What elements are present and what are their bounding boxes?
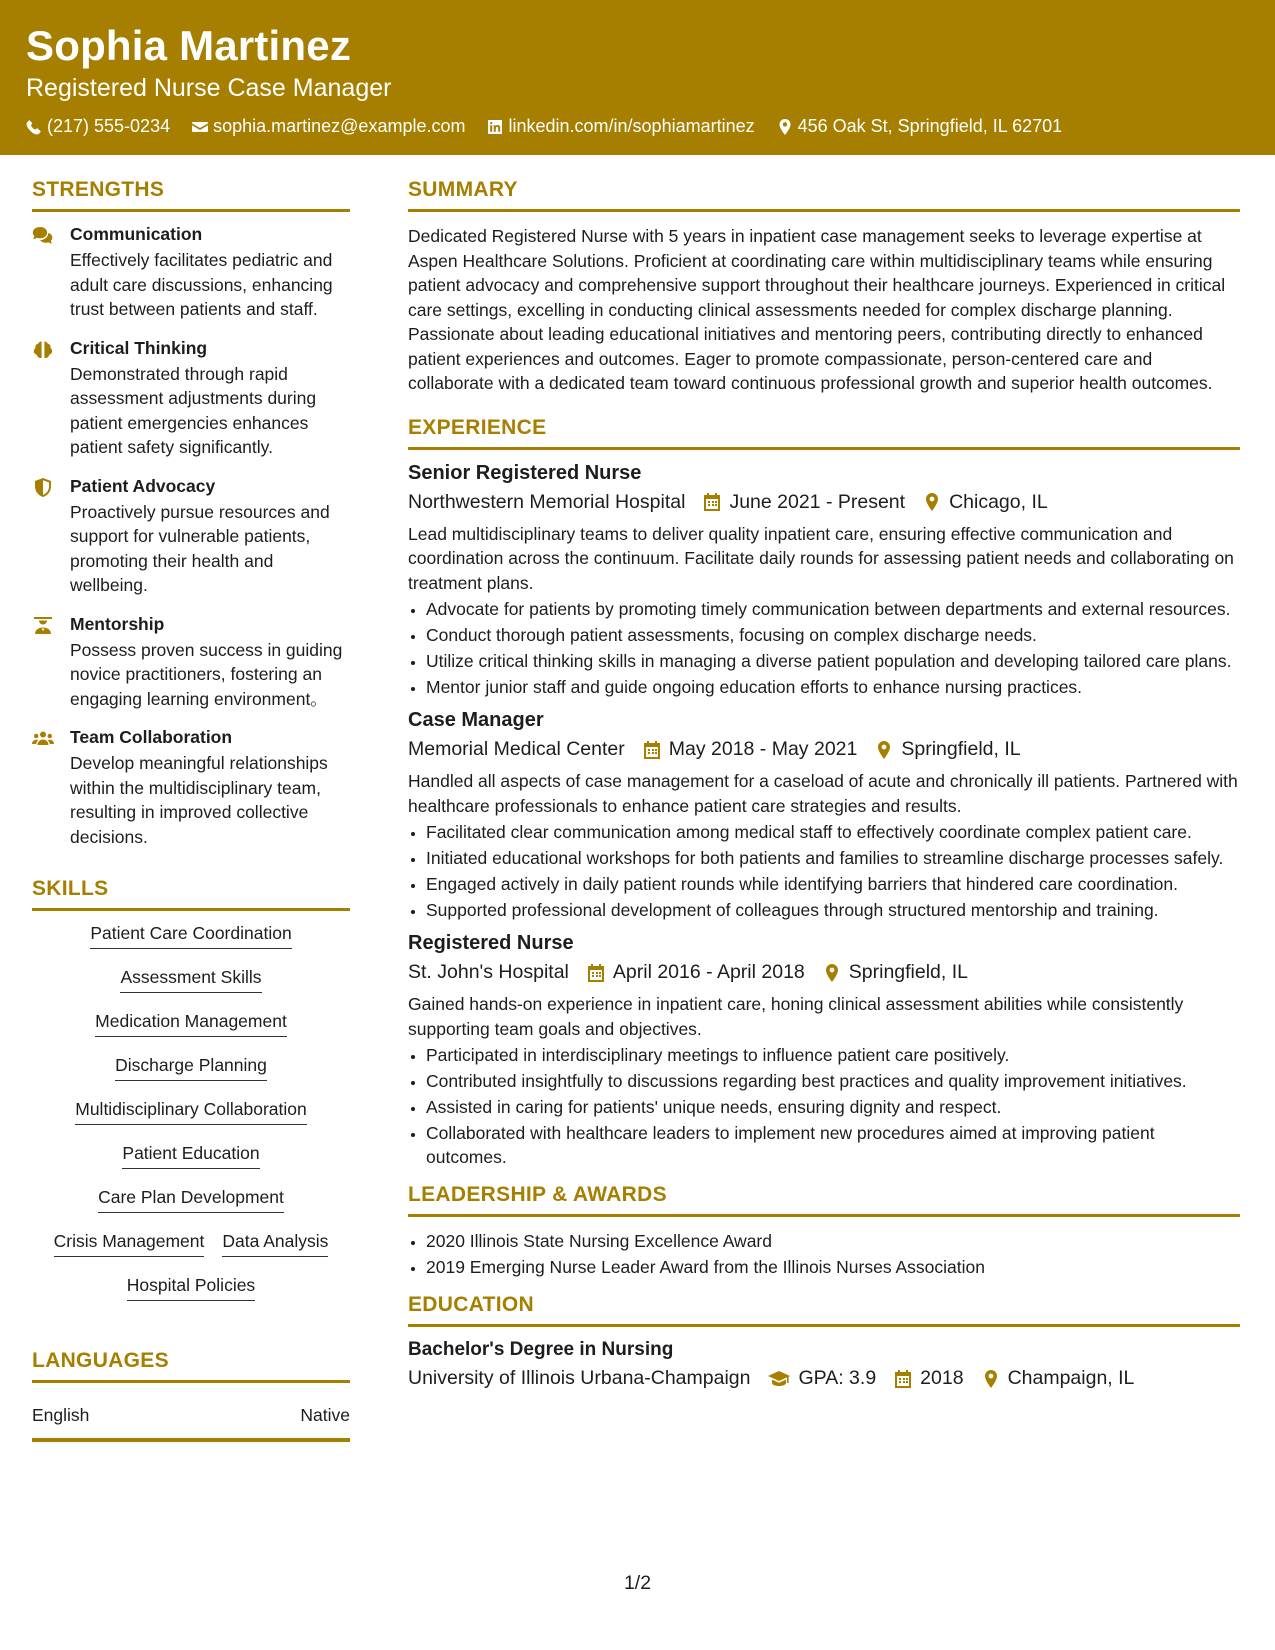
- graduation-cap-icon: [768, 1370, 790, 1388]
- summary-text: Dedicated Registered Nurse with 5 years in inpatient case management seeks to leverage expertise at Aspen Healthcare Solutions. Proficient at coordinating care within multidisciplinary teams while ensuring patient advocacy and comprehensive support throughout their healthcare journeys. Experienced in critical care settings, excelling in conducting clinical assessments needed for complex discharge planning. Passionate about leading educational initiatives and mentoring peers, contributing directly to enhanced patient experiences and outcomes. Eager to promote compassionate, person-centered care and collaborate with a dedicated team toward continuous professional growth and superior health outcomes.: [408, 226, 1226, 393]
- school-name: University of Illinois Urbana-Champaign: [408, 1367, 751, 1389]
- strength-item: [32, 614, 350, 712]
- skill-tag: Patient Care Coordination: [90, 923, 291, 949]
- strength-item: [32, 338, 350, 460]
- job-description: Lead multidisciplinary teams to deliver quality inpatient care, ensuring effective communication and coordination across the continuum. Facilitate daily rounds for assessing patient needs and collaborating on treatment plans.: [408, 523, 1234, 593]
- shield-icon: [32, 478, 54, 498]
- job-meta: [408, 738, 1240, 761]
- strength-title: Communication: [70, 224, 203, 244]
- education-gpa: GPA: 3.9: [798, 1367, 877, 1389]
- left-column: [32, 178, 350, 1442]
- contact-address: [777, 116, 1063, 137]
- strength-title: Team Collaboration: [70, 727, 233, 747]
- calendar-icon: [703, 493, 721, 511]
- phone-icon: [26, 119, 42, 135]
- linkedin-text[interactable]: linkedin.com/in/sophiamartinez: [508, 116, 755, 136]
- list-item: • 2019 Emerging Nurse Leader Award from the Illinois Nurses Association: [426, 1255, 1240, 1279]
- strength-desc: Possess proven success in guiding novice practitioners, fostering an engaging learning environment。: [70, 639, 343, 709]
- contact-linkedin[interactable]: [487, 116, 754, 137]
- skill-tag: Discharge Planning: [115, 1055, 267, 1081]
- strength-desc: Proactively pursue resources and support for vulnerable patients, promoting their health and wellbeing.: [70, 501, 330, 595]
- job-bullets: [408, 820, 1240, 922]
- job-location: Springfield, IL: [901, 738, 1021, 760]
- list-item: • Initiated educational workshops for both patients and families to streamline discharge processes safely.: [426, 846, 1240, 870]
- strength-desc: Demonstrated through rapid assessment adjustments during patient emergencies enhances patient safety significantly.: [70, 363, 317, 457]
- strength-title: Mentorship: [70, 613, 165, 634]
- right-column: [408, 178, 1240, 1398]
- experience-entry: [408, 932, 1240, 1169]
- skill-tag: Assessment Skills: [120, 967, 261, 993]
- summary-heading: SUMMARY: [408, 178, 1240, 212]
- contact-bar: [26, 116, 1062, 137]
- job-description: Handled all aspects of case management for a caseload of acute and chronically ill patients. Partnered with healthcare professionals to enhance patient care strategies and results.: [408, 771, 1238, 816]
- degree-title: Bachelor's Degree in Nursing: [408, 1339, 674, 1360]
- email-text[interactable]: sophia.martinez@example.com: [213, 116, 466, 136]
- map-pin-icon: [875, 741, 893, 759]
- education-heading: EDUCATION: [408, 1293, 1240, 1327]
- job-location: Springfield, IL: [848, 961, 969, 983]
- strength-desc: Develop meaningful relationships within the multidisciplinary team, resulting in improved collective decisions.: [70, 753, 328, 847]
- language-name: English: [32, 1405, 90, 1425]
- calendar-icon: [587, 964, 605, 982]
- skill-tag: Patient Education: [122, 1143, 259, 1169]
- job-location: Chicago, IL: [949, 490, 1048, 513]
- resume-header: [0, 0, 1275, 155]
- linkedin-icon: [487, 119, 503, 135]
- list-item: • Conduct thorough patient assessments, focusing on complex discharge needs.: [426, 623, 1240, 647]
- skill-tag: Crisis Management: [54, 1231, 205, 1257]
- education-year: 2018: [920, 1367, 964, 1389]
- brain-icon: [32, 340, 54, 360]
- job-company: St. John's Hospital: [408, 961, 569, 983]
- job-meta: [408, 961, 1240, 984]
- language-level: Native: [300, 1405, 350, 1425]
- job-title: Case Manager: [408, 709, 544, 731]
- calendar-icon: [643, 741, 661, 759]
- job-company: Memorial Medical Center: [408, 738, 625, 760]
- contact-phone: [26, 116, 170, 137]
- list-item: • Participated in interdisciplinary meetings to influence patient care positively.: [426, 1043, 1240, 1067]
- awards-list: [408, 1229, 1240, 1279]
- list-item: • Supported professional development of colleagues through structured mentorship and training.: [426, 898, 1240, 922]
- skill-tag: Medication Management: [95, 1011, 287, 1037]
- users-icon: [32, 729, 54, 749]
- education-meta: [408, 1367, 1240, 1390]
- teacher-icon: [32, 616, 54, 636]
- page-number: 1/2: [623, 1572, 652, 1594]
- contact-email[interactable]: [192, 116, 465, 137]
- list-item: • Facilitated clear communication among medical staff to effectively coordinate complex patient care.: [426, 820, 1240, 844]
- list-item: • Collaborated with healthcare leaders to implement new procedures aimed at improving patient outcomes.: [426, 1121, 1240, 1169]
- comments-icon: [32, 226, 54, 246]
- job-dates: May 2018 - May 2021: [668, 738, 858, 760]
- strength-title: Patient Advocacy: [70, 475, 216, 496]
- strength-title: Critical Thinking: [70, 337, 208, 358]
- strengths-heading: STRENGTHS: [32, 178, 350, 212]
- job-meta: [408, 491, 1240, 514]
- phone-text: (217) 555-0234: [47, 116, 171, 136]
- education-location: Champaign, IL: [1007, 1367, 1135, 1389]
- language-row: [32, 1405, 350, 1442]
- map-pin-icon: [777, 119, 793, 135]
- skill-tag: Hospital Policies: [127, 1275, 255, 1301]
- map-pin-icon: [923, 493, 941, 511]
- skills-list: [32, 923, 350, 1319]
- job-title: Registered Nurse: [408, 932, 574, 954]
- list-item: • 2020 Illinois State Nursing Excellence Award: [426, 1229, 1240, 1253]
- skill-tag: Care Plan Development: [98, 1187, 284, 1213]
- list-item: • Engaged actively in daily patient rounds while identifying barriers that hindered care coordination.: [426, 872, 1240, 896]
- leadership-heading: LEADERSHIP & AWARDS: [408, 1183, 1240, 1217]
- job-title: Senior Registered Nurse: [408, 461, 642, 484]
- address-text: 456 Oak St, Springfield, IL 62701: [797, 116, 1063, 136]
- calendar-icon: [894, 1370, 912, 1388]
- strength-item: [32, 476, 350, 598]
- job-description: Gained hands-on experience in inpatient care, honing clinical assessment abilities while consistently supporting team goals and objectives.: [408, 994, 1184, 1039]
- list-item: • Utilize critical thinking skills in managing a diverse patient population and developing tailored care plans.: [426, 649, 1240, 673]
- list-item: • Mentor junior staff and guide ongoing education efforts to enhance nursing practices.: [426, 675, 1240, 699]
- list-item: • Assisted in caring for patients' unique needs, ensuring dignity and respect.: [426, 1095, 1240, 1119]
- job-bullets: [408, 597, 1240, 699]
- job-company: Northwestern Memorial Hospital: [408, 490, 686, 513]
- skills-heading: SKILLS: [32, 877, 350, 911]
- list-item: • Contributed insightfully to discussions regarding best practices and quality improvement initiatives.: [426, 1069, 1240, 1093]
- map-pin-icon: [823, 964, 841, 982]
- candidate-title: Registered Nurse Case Manager: [26, 74, 392, 102]
- experience-heading: EXPERIENCE: [408, 416, 1240, 450]
- skill-tag: Data Analysis: [222, 1231, 328, 1257]
- skill-tag: Multidisciplinary Collaboration: [75, 1099, 307, 1125]
- strength-desc: Effectively facilitates pediatric and adult care discussions, enhancing trust between patients and staff.: [70, 250, 333, 319]
- candidate-name: Sophia Martinez: [26, 22, 352, 69]
- experience-entry: [408, 462, 1240, 700]
- experience-entry: [408, 709, 1240, 922]
- strength-item: [32, 224, 350, 322]
- list-item: • Advocate for patients by promoting timely communication between departments and external resources.: [426, 597, 1240, 621]
- job-bullets: [408, 1043, 1240, 1169]
- languages-heading: LANGUAGES: [32, 1349, 350, 1383]
- job-dates: April 2016 - April 2018: [612, 961, 805, 983]
- strength-item: [32, 727, 350, 849]
- envelope-icon: [192, 119, 208, 135]
- map-pin-icon: [982, 1370, 1000, 1388]
- job-dates: June 2021 - Present: [729, 490, 906, 513]
